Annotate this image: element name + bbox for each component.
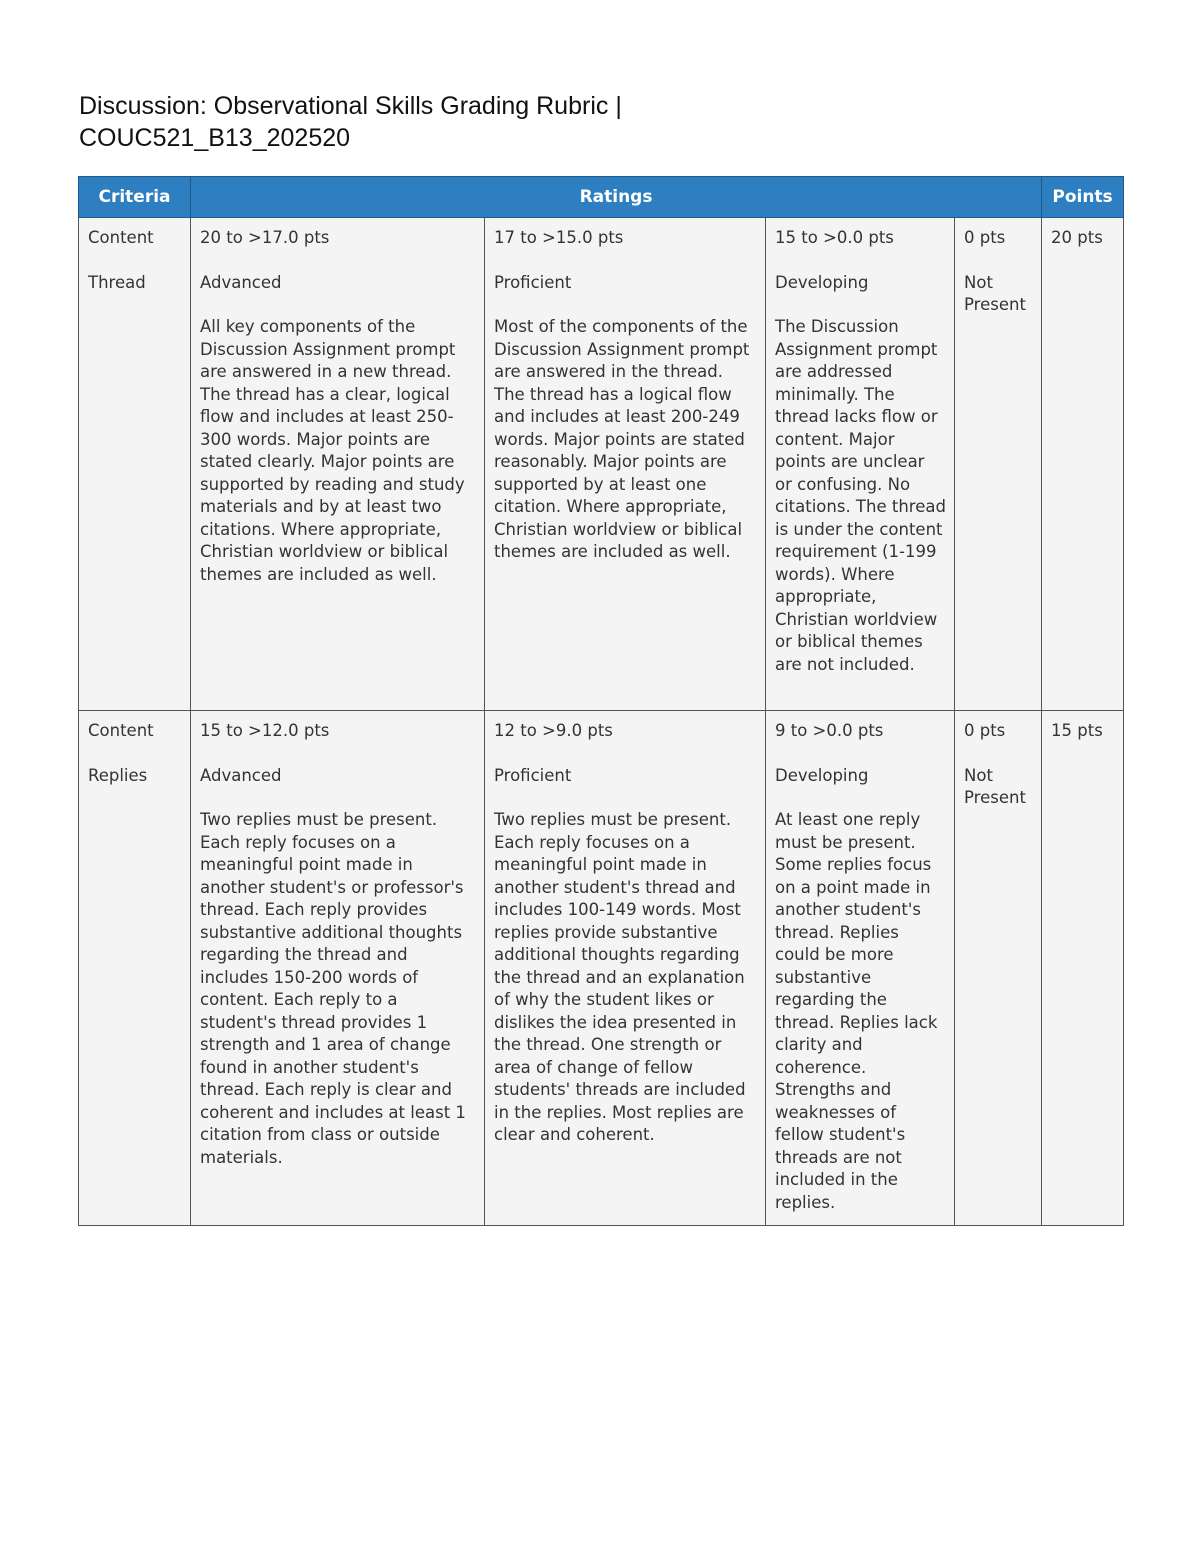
- rating-points: 12 to >9.0 pts: [494, 721, 613, 740]
- title-line-2: COUC521_B13_202520: [79, 124, 351, 152]
- rating-description: Two replies must be present. Each reply focuses on a meaningful point made in another student's thread and includes 100-149 words. Most replies provide substantive additional thoughts regarding the thread and an explanation of why the student likes or dislikes the idea presented in the thread. One strength or area of change of fellow students' threads are included in the replies. Most replies are clear and coherent.: [494, 810, 746, 1144]
- page-title: [79, 90, 779, 154]
- rating-points: 20 to >17.0 pts: [200, 228, 330, 247]
- table-row: [79, 218, 1124, 711]
- rating-description: All key components of the Discussion Assignment prompt are answered in a new thread. The thread has a clear, logical flow and includes at least 250-300 words. Major points are stated clearly. Major points are supported by reading and study materials and by at least two citations. Where appropriate, Christian worldview or biblical themes are included as well.: [200, 317, 465, 584]
- rating-cell-not-present: [955, 218, 1042, 711]
- criteria-label: Content: [88, 721, 154, 740]
- rating-description: Most of the components of the Discussion Assignment prompt are answered in the thread. The thread has a logical flow and includes at least 200-249 words. Major points are stated reasonably. Major points are supported by at least one citation. Where appropriate, Christian worldview or biblical themes are included as well.: [494, 317, 750, 561]
- rubric-table: [78, 176, 1124, 1226]
- rating-points: 15 to >12.0 pts: [200, 721, 330, 740]
- points-cell: 15 pts: [1042, 711, 1124, 1226]
- rating-cell-advanced: [191, 711, 485, 1226]
- table-row: [79, 711, 1124, 1226]
- rating-cell-proficient: [485, 711, 766, 1226]
- rating-points: 15 to >0.0 pts: [775, 228, 894, 247]
- rating-cell-developing: [766, 218, 955, 711]
- rating-points: 0 pts: [964, 721, 1006, 740]
- criteria-cell: [79, 711, 191, 1226]
- rating-points: 17 to >15.0 pts: [494, 228, 624, 247]
- criteria-cell: [79, 218, 191, 711]
- rating-description: The Discussion Assignment prompt are addressed minimally. The thread lacks flow or content. Major points are unclear or confusing. No citations. The thread is under the content requirement (1-199 words). Where appropriate, Christian worldview or biblical themes are not included.: [775, 317, 946, 674]
- rating-level: Advanced: [200, 272, 282, 292]
- points-cell: 20 pts: [1042, 218, 1124, 711]
- rating-level: Not Present: [964, 765, 1026, 807]
- rating-cell-not-present: [955, 711, 1042, 1226]
- rating-level: Proficient: [494, 765, 572, 785]
- rating-points: 0 pts: [964, 228, 1006, 247]
- header-ratings: Ratings: [191, 177, 1042, 218]
- rating-cell-developing: [766, 711, 955, 1226]
- rating-level: Developing: [775, 765, 869, 785]
- rating-points: 9 to >0.0 pts: [775, 721, 884, 740]
- rating-cell-advanced: [191, 218, 485, 711]
- title-line-1: Discussion: Observational Skills Grading Rubric |: [79, 92, 622, 120]
- criteria-label: Content: [88, 228, 154, 247]
- rating-level: Developing: [775, 272, 869, 292]
- rating-description: At least one reply must be present. Some replies focus on a point made in another student's thread. Replies could be more substantive regarding the thread. Replies lack clarity and coherence. Strengths and weaknesses of fellow student's threads are not included in the replies.: [775, 810, 938, 1212]
- rating-level: Not Present: [964, 272, 1026, 314]
- criteria-sublabel: Thread: [88, 272, 146, 292]
- header-points: Points: [1042, 177, 1124, 218]
- header-criteria: Criteria: [79, 177, 191, 218]
- rating-level: Proficient: [494, 272, 572, 292]
- rating-description: Two replies must be present. Each reply focuses on a meaningful point made in another student's or professor's thread. Each reply provides substantive additional thoughts regarding the thread and includes 150-200 words of content. Each reply to a student's thread provides 1 strength and 1 area of change found in another student's thread. Each reply is clear and coherent and includes at least 1 citation from class or outside materials.: [200, 810, 466, 1167]
- rating-cell-proficient: [485, 218, 766, 711]
- header-row: [79, 177, 1124, 218]
- rating-level: Advanced: [200, 765, 282, 785]
- criteria-sublabel: Replies: [88, 765, 148, 785]
